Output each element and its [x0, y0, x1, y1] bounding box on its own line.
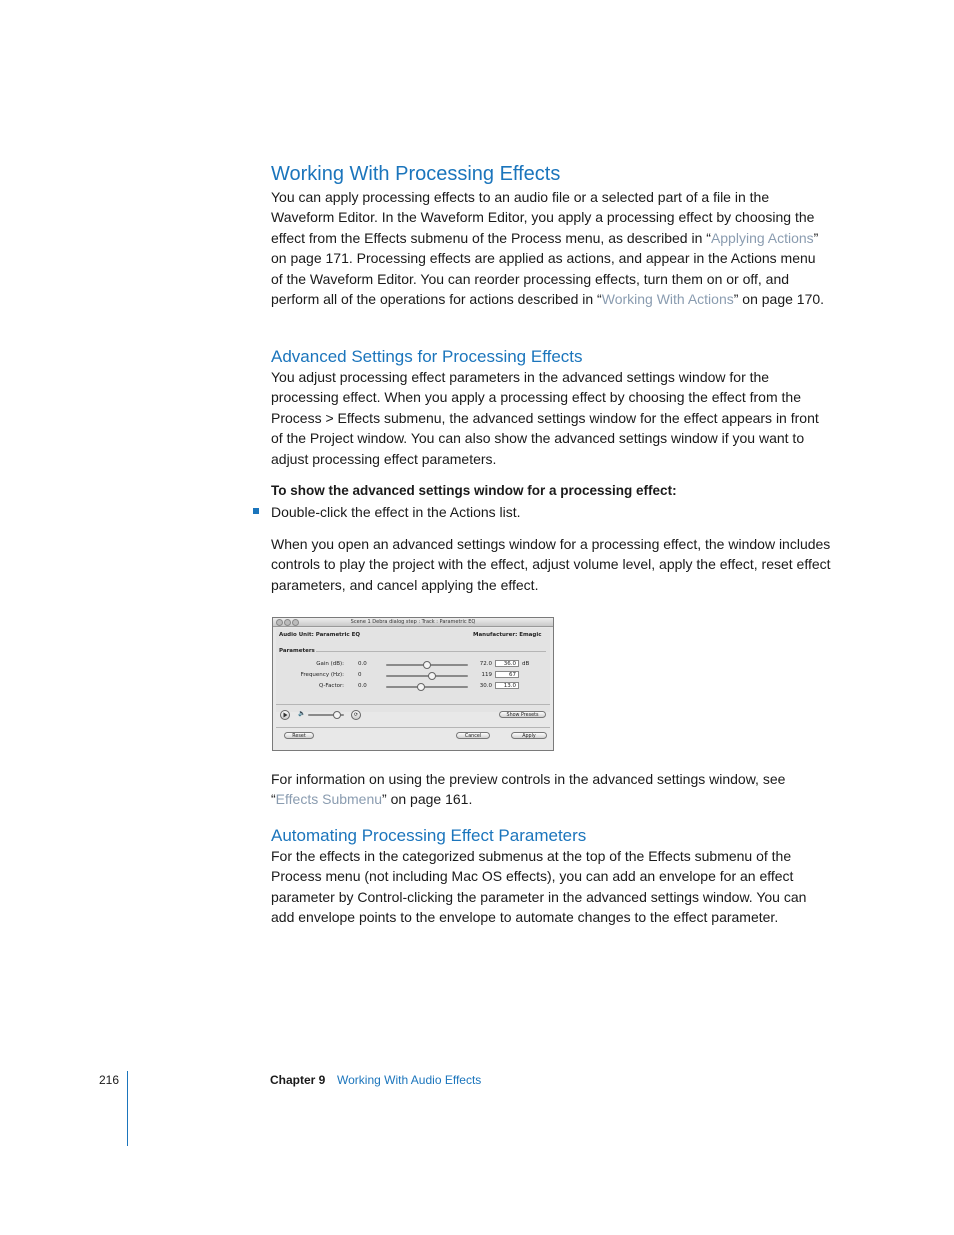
section-automating [271, 825, 831, 928]
param-max: 119 [481, 672, 492, 678]
param-slider-track[interactable] [386, 686, 468, 688]
intro-text-2: ” on page 171. Processing effects are applied as actions, and appear in the Actions menu of the Waveform Editor. You can reorder processing effects, turn them on or off, and perform all of the operations for actions described in “ [271, 229, 819, 308]
bullet-square-icon [253, 508, 259, 514]
param-name: Q-Factor: [318, 683, 344, 689]
reset-button[interactable]: Reset [284, 732, 314, 739]
param-slider-thumb[interactable] [423, 661, 431, 669]
window-titlebar [273, 618, 553, 627]
param-min: 0.0 [358, 661, 367, 667]
window-title: Scene 1 Debra dialog step : Track : Parametric EQ [350, 619, 476, 625]
param-unit: dB [522, 661, 530, 667]
intro-text-3: ” on page 170. [733, 291, 825, 308]
param-value-field[interactable]: 36.0 [495, 660, 519, 667]
after-text-1: For information on using the preview controls in the advanced settings window, see “ [271, 771, 786, 808]
parameters-divider [316, 651, 546, 652]
audio-unit-label: Audio Unit: Parametric EQ [279, 632, 361, 638]
footer-chapter: Chapter 9 [270, 1073, 326, 1087]
link-applying-actions[interactable]: Applying Actions [710, 229, 814, 246]
controls-divider-top [276, 704, 550, 705]
task-heading-wrap [271, 481, 831, 501]
loop-button[interactable] [351, 710, 361, 720]
automating-body: For the effects in the categorized submenus at the top of the Effects submenu of the Process menu (not including Mac OS effects), you can add an envelope for an effect parameter by Control-clicking the parameter in the advanced settings window. You can add envelope points to the envelope to automate changes to the effect parameter. [271, 848, 807, 926]
advanced-after [271, 769, 831, 810]
show-presets-button[interactable]: Show Presets [499, 711, 546, 718]
param-value-field[interactable]: 13.0 [495, 682, 519, 689]
automating-title: Automating Processing Effect Parameters [271, 826, 587, 845]
footer-rule [127, 1071, 128, 1146]
section-title: Working With Processing Effects [271, 163, 561, 185]
advanced-body-2-wrap [271, 534, 831, 595]
after-text-2: ” on page 161. [382, 791, 473, 808]
advanced-body: You adjust processing effect parameters in the advanced settings window for the processing effect. When you apply a processing effect by choosing the effect from the Process > Effects submenu, the advanced settings window for the effect appears in front of the Project window. You can also show the advanced settings window if you want to adjust processing effect parameters. [271, 369, 819, 467]
link-effects-submenu[interactable]: Effects Submenu [275, 791, 383, 808]
speaker-icon: 🔈 [298, 710, 306, 717]
param-min: 0.0 [358, 683, 367, 689]
play-button[interactable] [280, 710, 290, 720]
play-icon [281, 711, 289, 719]
advanced-settings-window [272, 617, 554, 751]
link-working-with-actions[interactable]: Working With Actions [601, 291, 734, 308]
param-max: 72.0 [479, 661, 492, 667]
param-name: Frequency (Hz): [300, 672, 344, 678]
param-slider-thumb[interactable] [428, 672, 436, 680]
task-heading: To show the advanced settings window for a processing effect: [271, 483, 677, 498]
parameters-panel [276, 628, 550, 712]
controls-divider-bottom [276, 727, 550, 728]
apply-button[interactable]: Apply [511, 732, 547, 739]
parameters-label: Parameters [279, 648, 315, 654]
loop-icon: ⟳ [353, 712, 359, 718]
param-name: Gain (dB): [316, 661, 344, 667]
bullet-text: Double-click the effect in the Actions list. [271, 504, 521, 520]
param-max: 30.0 [479, 683, 492, 689]
param-min: 0 [358, 672, 362, 678]
advanced-title: Advanced Settings for Processing Effects [271, 347, 583, 366]
volume-slider-thumb[interactable] [333, 711, 341, 719]
section-intro [271, 187, 831, 309]
advanced-body-2: When you open an advanced settings window for a processing effect, the window includes controls to play the project with the effect, adjust volume level, apply the effect, reset effect parameters, and cancel applying the effect. [271, 536, 831, 593]
manufacturer-label: Manufacturer: Emagic [473, 632, 542, 638]
footer-chapter-title: Working With Audio Effects [337, 1073, 482, 1087]
param-slider-thumb[interactable] [417, 683, 425, 691]
advanced-after-wrap [271, 769, 831, 810]
section-advanced [271, 346, 831, 469]
section-main [271, 162, 831, 309]
page-number: 216 [99, 1073, 120, 1087]
intro-text-1: You can apply processing effects to an audio file or a selected part of a file in the Waveform Editor. In the Waveform Editor, you apply a processing effect by choosing the effect from the Effects submenu of the Process menu, as described in “ [271, 189, 815, 246]
param-value-field[interactable]: 67 [495, 671, 519, 678]
cancel-button[interactable]: Cancel [456, 732, 490, 739]
